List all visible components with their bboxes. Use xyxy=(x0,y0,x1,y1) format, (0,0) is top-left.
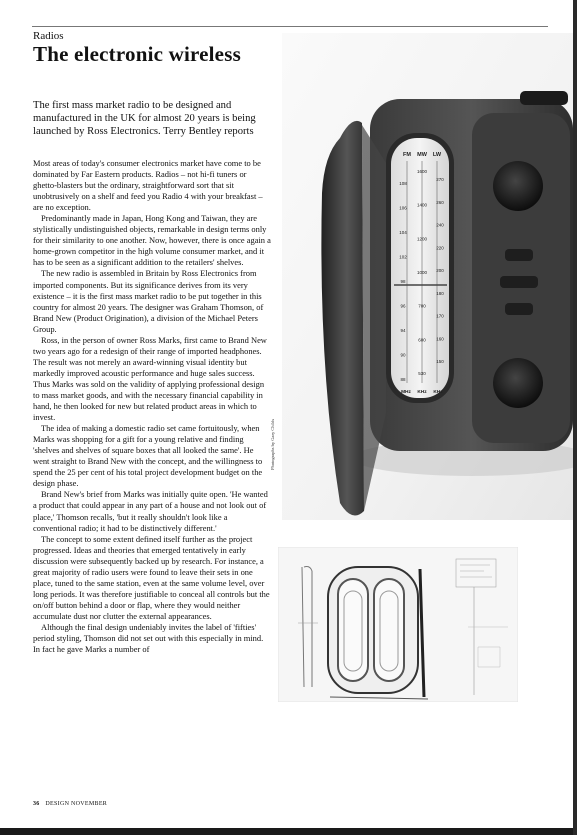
dial-fm-tick: 106 xyxy=(399,205,407,211)
dial-unit-label: KHz xyxy=(417,390,427,395)
dial-mw-tick: 1400 xyxy=(416,202,428,208)
dial-lw-tick: 200 xyxy=(436,268,444,273)
dial-lw-tick: 220 xyxy=(436,245,444,251)
header-rule xyxy=(32,26,548,27)
dial-fm-tick: 88 xyxy=(400,377,406,382)
dial-fm-tick: 94 xyxy=(400,328,406,333)
dial-lw-tick: 260 xyxy=(436,199,444,205)
section-label: Radios xyxy=(33,30,64,42)
dial-band-header: LW xyxy=(432,152,442,158)
dial-labels xyxy=(282,33,573,520)
dial-unit-label: MHz xyxy=(401,390,411,395)
dial-mw-tick: 700 xyxy=(418,303,426,309)
dial-mw-tick: 1000 xyxy=(416,270,428,275)
dial-lw-tick: 180 xyxy=(436,290,444,296)
body-paragraph: Brand New's brief from Marks was initially quite open. 'He wanted a product that could appear in any part of a house and not look out of place,' Thomson recalls, 'but it really shouldn't look like a conventional radio; it had to be distinctively different.' xyxy=(33,489,268,533)
body-paragraph: The idea of making a domestic radio set came fortuitously, when Marks was shopping for a gift for a young relative and finding 'shelves and shelves of square boxes that all looked the same'. He went straight to Brand New with the concept, and the willingness to spend the 25 per cent of his total project development budget on the design phase. xyxy=(33,423,263,489)
dial-mw-tick: 530 xyxy=(418,371,426,376)
body-paragraph: Although the final design undeniably invites the label of 'fifties' period styling, Thomson did not set out with this especially in mind. In fact he gave Marks a number of xyxy=(33,621,264,655)
dial-lw-tick: 240 xyxy=(436,222,444,228)
magazine-issue: DESIGN NOVEMBER xyxy=(45,801,108,807)
photo-credit: Photographs by Gary Childs xyxy=(270,418,275,470)
page-footer xyxy=(33,801,107,807)
page-number: 36 xyxy=(33,801,40,807)
dial-fm-tick: 102 xyxy=(399,254,407,260)
dial-band-header: MW xyxy=(417,152,427,158)
dial-fm-tick: 90 xyxy=(400,352,406,358)
dial-fm-tick: 104 xyxy=(399,230,407,235)
article-body xyxy=(33,158,271,655)
body-paragraph: Most areas of today's consumer electronics market have come to be dominated by Far Eastern products. Radios – not hi-fi tuners or ghetto-blasters but the ordinary, straightforward sort that sit unobtrusively on a shelf and feed you Radio 4 with your breakfast – are no exception. xyxy=(33,158,263,213)
dial-fm-tick: 98 xyxy=(400,279,406,284)
dial-mw-tick: 1600 xyxy=(416,169,428,174)
design-sketch-photograph xyxy=(278,547,518,702)
dial-fm-tick: 108 xyxy=(399,181,407,186)
dial-lw-tick: 170 xyxy=(436,313,444,319)
dial-mw-tick: 1200 xyxy=(416,236,428,242)
dial-lw-tick: 150 xyxy=(436,359,444,364)
dial-mw-tick: 600 xyxy=(418,337,426,343)
body-paragraph: Predominantly made in Japan, Hong Kong and Taiwan, they are stylistically undistinguished objects, remarkable in design terms only for their similarity to one another. Now, however, there is once again a home-grown competitor in the high volume consumer market, and it has to be seen as a significant addition to the retailers' shelves. xyxy=(33,213,271,268)
article-standfirst: The first mass market radio to be designed and manufactured in the UK for almost 20 years is being launched by Ross Electronics. Terry Bentley reports xyxy=(33,100,256,138)
dial-band-header: FM xyxy=(403,152,411,158)
dial-lw-tick: 160 xyxy=(436,336,444,342)
dial-unit-label: KHz xyxy=(433,390,443,395)
scan-edge-right xyxy=(573,0,577,835)
dial-fm-tick: 96 xyxy=(400,303,406,309)
body-paragraph: Ross, in the person of owner Ross Marks, first came to Brand New two years ago for a redesign of their range of imported headphones. The result was not merely an award-winning visual identity but markedly improved acoustic performance and huge sales success. Thus Marks was sold on the validity of applying professional design to mass market goods, and with the necessary financial capability in hand, he then looked for new but related product areas in which to invest. xyxy=(33,334,267,423)
scan-edge-bottom xyxy=(0,828,577,835)
article-headline: The electronic wireless xyxy=(33,42,241,66)
dial-lw-tick: 270 xyxy=(436,177,444,182)
body-paragraph: The new radio is assembled in Britain by Ross Electronics from imported components. But its significance derives from its very existence – it is the first mass market radio to be put together in this country for almost 20 years. The designer was Graham Thomson, of Brand New (Product Origination), a division of the Michael Peters Group. xyxy=(33,268,264,334)
body-paragraph: The concept to some extent defined itself further as the project progressed. Ideas and theories that emerged tentatively in early discussion were subsequently backed up by research. For instance, a great majority of radio users were found to leave their sets in one place, tuned to the same station, even at the same volume level, over long periods. It was therefore justifiable to conceal all controls but the on/off button behind a door or flap, where they would neither accumulate dust nor clutter the external appearances. xyxy=(33,533,270,621)
